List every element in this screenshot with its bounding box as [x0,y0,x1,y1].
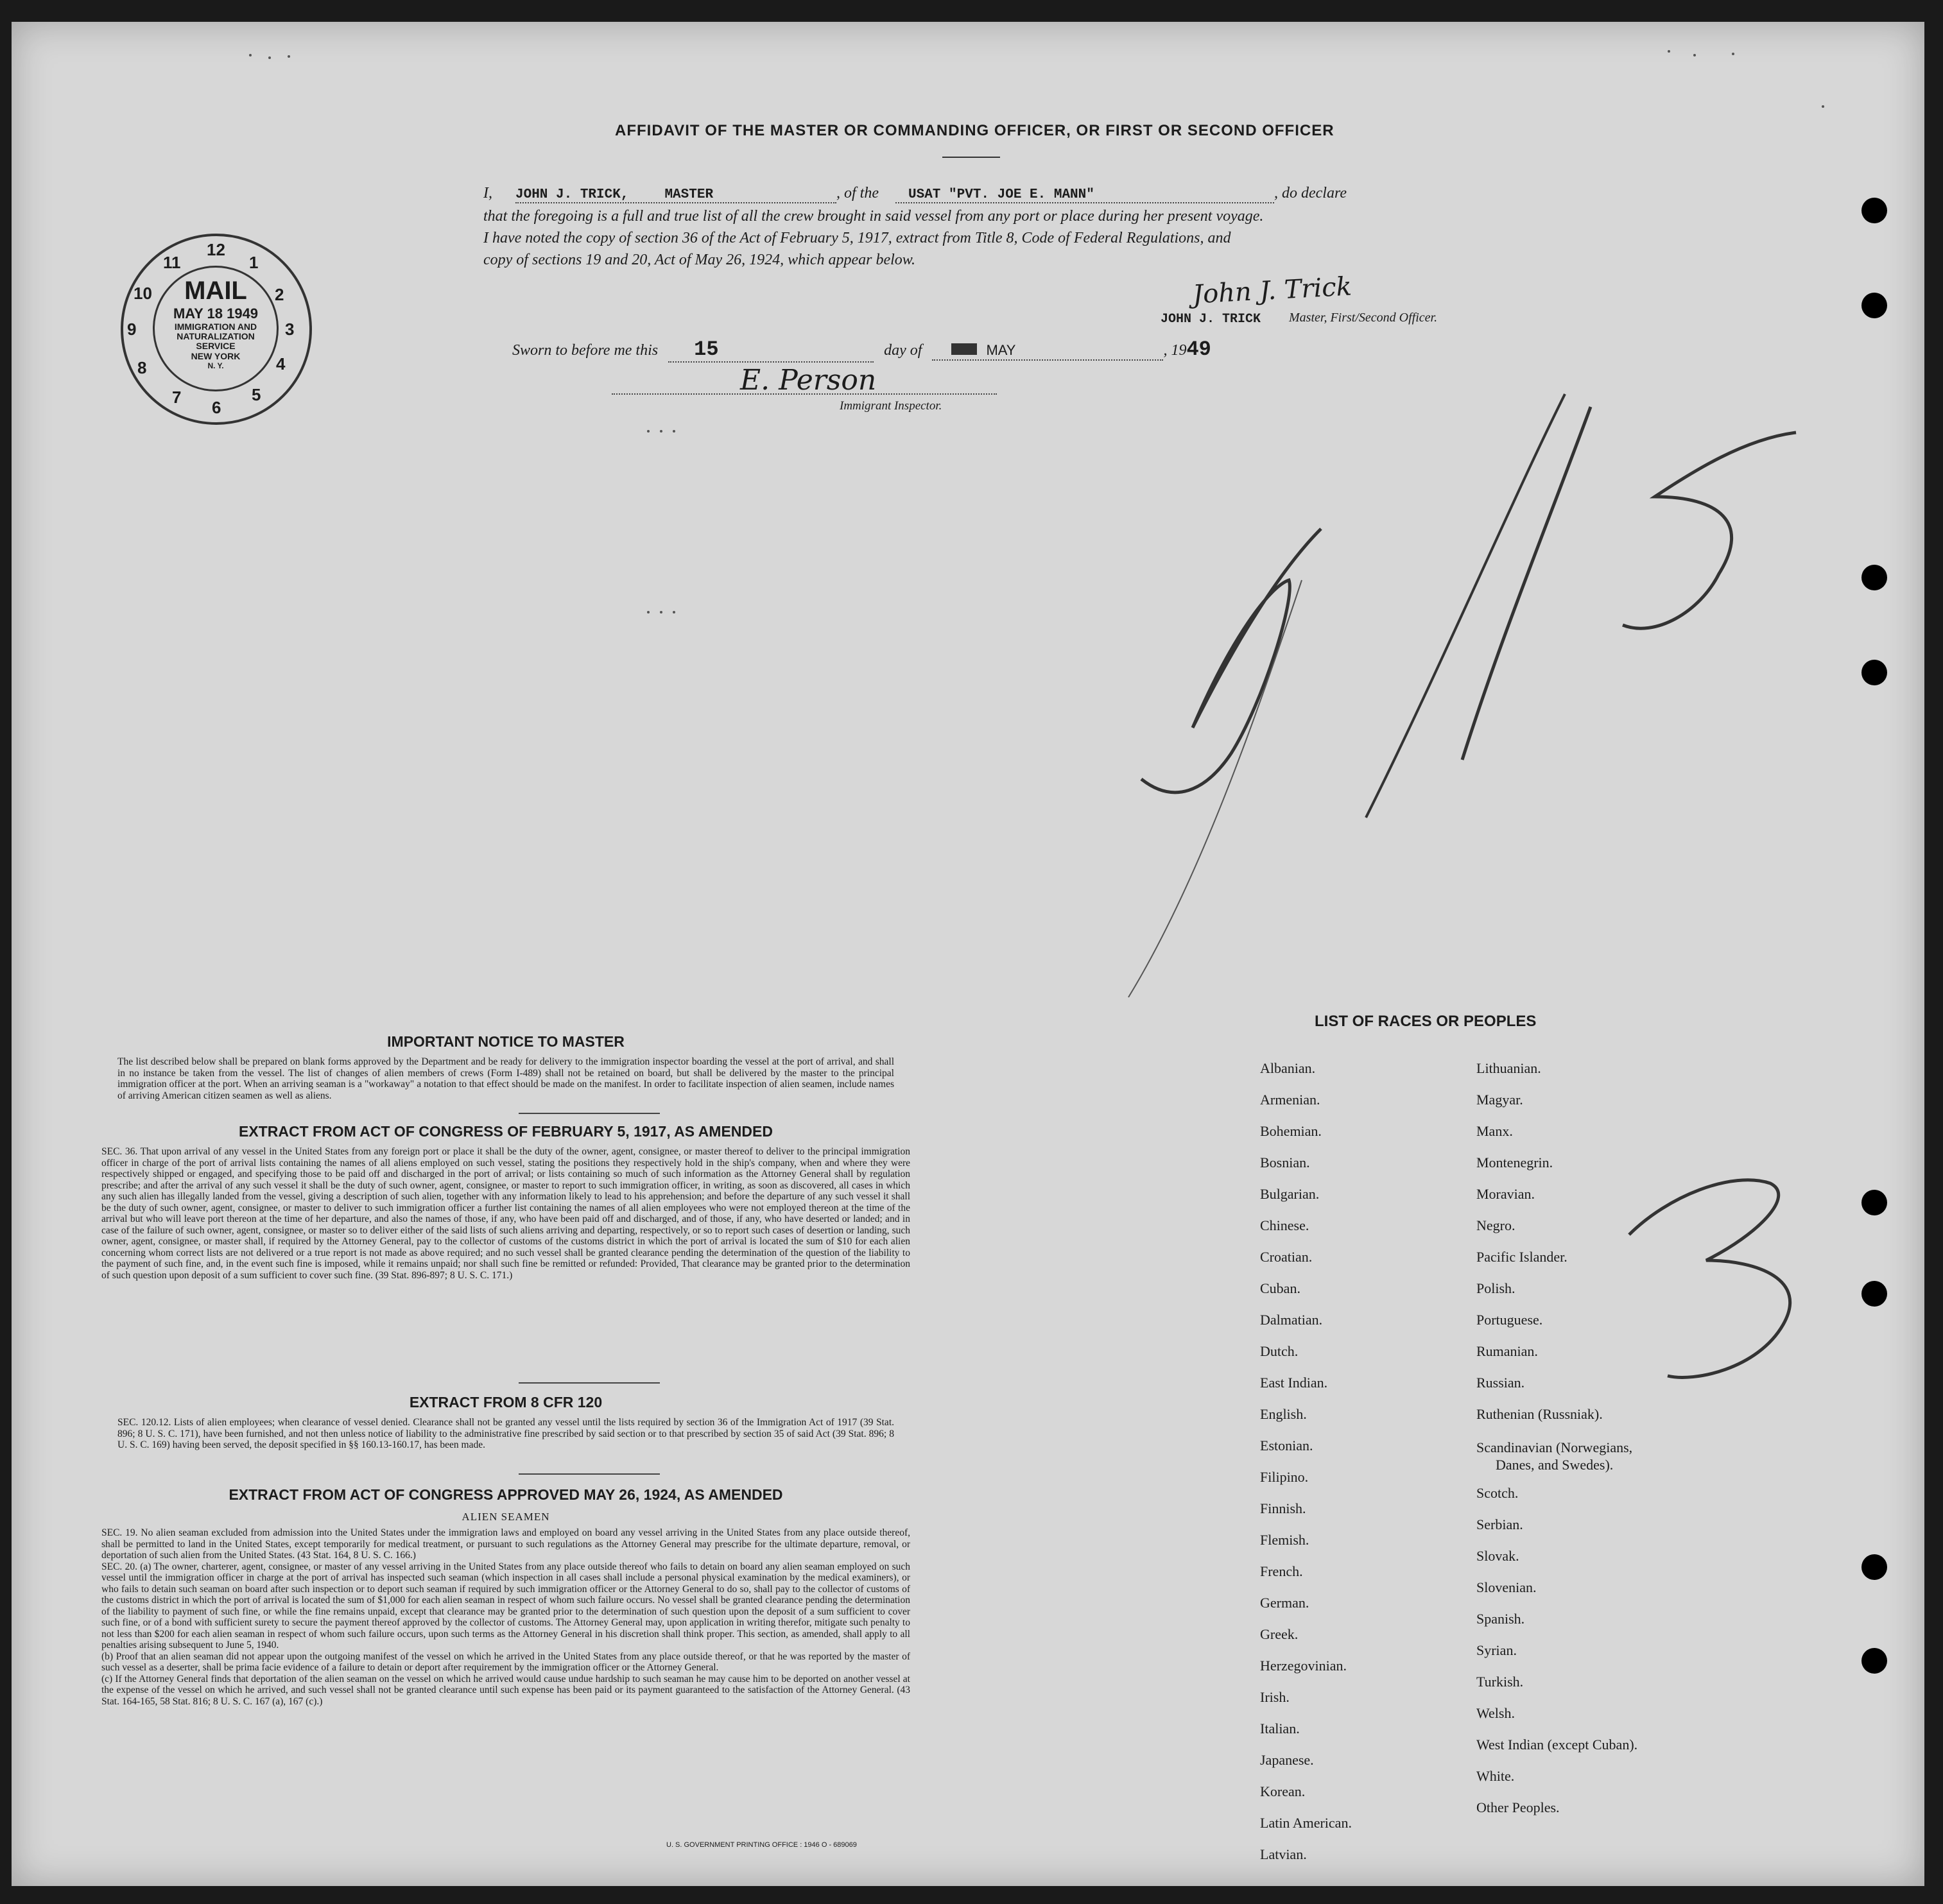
race-item: Rumanian. [1476,1343,1538,1359]
stamp-city: NEW YORK [191,351,241,361]
race-item: Croatian. [1260,1249,1313,1265]
race-item: Negro. [1476,1217,1516,1233]
race-item: Armenian. [1260,1092,1320,1108]
declaration-i: I, [483,185,492,202]
printer-line: U. S. GOVERNMENT PRINTING OFFICE : 1946 O - 689069 [666,1841,857,1849]
master-rank: MASTER [664,187,714,202]
notice-body: The list described below shall be prepared on blank forms approved by the Department and be ready for delivery to the immigration inspector boarding the vessel at the port of arrival, and shall in no instance be taken from the vessel. The list of changes of alien members of crews (Form I-489) shall not be retained on board, but shall be delivered by the master to the principal immigration officer at the port. When an arriving seaman is a "workaway" a notation to that effect should be made on the manifest. In order to facilitate inspection of alien seamen, include names of arriving American citizen seamen as well as aliens. [117,1056,894,1101]
punch-hole [1861,1190,1887,1215]
race-item: Chinese. [1260,1217,1309,1233]
separator-3 [519,1473,660,1475]
speck [288,55,290,58]
master-name-field [515,185,836,203]
master-name: JOHN J. TRICK, [515,187,629,202]
extract-1924-body [101,1527,910,1707]
race-item: Magyar. [1476,1092,1523,1108]
stamp-date: MAY 18 1949 [173,305,259,322]
separator-1 [519,1113,660,1114]
race-item: Moravian. [1476,1186,1535,1202]
stamp-state: N. Y. [207,361,224,370]
stamp-hour-10: 10 [134,284,152,303]
speck [1668,50,1670,53]
speck [1822,105,1824,108]
stamp-agency: IMMIGRATION AND NATURALIZATION SERVICE [174,322,257,351]
punch-hole [1861,293,1887,318]
race-item: German. [1260,1595,1309,1611]
race-item: Bosnian. [1260,1154,1310,1171]
stamp-hour-6: 6 [212,398,221,417]
affidavit-title: AFFIDAVIT OF THE MASTER OR COMMANDING OFFICER, OR FIRST OR SECOND OFFICER [615,122,1334,139]
sec-20c: (c) If the Attorney General finds that deportation of the alien seaman on the vessel on which he arrived would cause undue hardship to such seaman he may cause him to be deported on another vessel at the expense of the vessel on which he arrived, and such vessel shall not be granted clearance until such expense has been paid or its payment guaranteed to the satisfaction of the Attorney General. (43 Stat. 164-165, 58 Stat. 816; 8 U. S. C. 167 (a), 167 (c).) [101,1673,910,1707]
speck [660,430,662,433]
vessel-name: USAT "PVT. JOE E. MANN" [908,187,1094,202]
day-of-text: day of [884,342,922,359]
race-item: Cuban. [1260,1280,1300,1296]
vessel-name-field [895,185,1274,203]
punch-hole [1861,1281,1887,1307]
stamp-mail: MAIL [184,277,247,305]
title-underline [942,157,1000,158]
race-item: Danes, and Swedes). [1496,1457,1614,1473]
stamp-hour-5: 5 [252,385,261,404]
master-handwritten-signature: John J. Trick [1191,271,1352,310]
stamp-hour-12: 12 [207,240,225,259]
race-item: Turkish. [1476,1674,1524,1690]
sworn-month-field [932,342,1163,361]
declaration-line-3: I have noted the copy of section 36 of the Act of February 5, 1917, extract from Title 8, Code of Federal Regulations, and [483,230,1231,246]
race-item: Pacific Islander. [1476,1249,1567,1265]
race-item: Finnish. [1260,1500,1306,1516]
notice-heading: IMPORTANT NOTICE TO MASTER [387,1033,625,1050]
race-item: Flemish. [1260,1532,1309,1548]
race-item: Scandinavian (Norwegians, [1476,1439,1633,1455]
declaration-line-2: that the foregoing is a full and true list of all the crew brought in said vessel from any port or place during her present voyage. [483,208,1264,225]
race-item: Latin American. [1260,1815,1352,1831]
race-item: Montenegrin. [1476,1154,1553,1171]
stamp-center [153,266,279,391]
extract-1917-body: SEC. 36. That upon arrival of any vessel in the United States from any foreign port or place it shall be the duty of the owner, agent, consignee, or master thereof to deliver to the principal immigration officer in charge of the port of arrival lists containing the names of all aliens employed on such vessel, stating the positions they respectively hold in the ship's company, when and where they were respectively shipped or engaged, and specifying those to be paid off and discharged in the port of arrival; or lists containing so much of such information as the Attorney General shall by regulation prescribe; and after the arrival of any such vessel it shall be the duty of such owner, agent, consignee, or master to report to such immigration officer, in writing, as soon as discovered, all cases in which any such alien has illegally landed from the vessel, giving a description of such alien, together with any information likely to lead to his apprehension; and before the departure of any such vessel it shall be the duty of such owner, agent, consignee, or master to deliver to such immigration officer a further list containing the names of all alien employees who were not employed thereon at the time of the arrival but who will leave port thereon at the time of her departure, and also the names of those, if any, who have been paid off and discharged, and of those, if any, who have deserted or landed; and in case of the failure of such owner, agent, consignee, or master so to deliver either of the said lists of such aliens arriving and departing, respectively, or so to report such cases of desertion or landing, such owner, agent, consignee, or master shall, if required by the Attorney General, pay to the collector of customs of the customs district in which the port of arrival is located the sum of $10 for each alien concerning whom correct lists are not delivered or a true report is not made as above required; and no such vessel shall be granted clearance pending the determination of the question of the liability to the payment of such fine, and, in the event such fine is imposed, while it remains unpaid; nor shall such fine be remitted or refunded: Provided, That clearance may be granted prior to the determination of such question upon deposit of a sum sufficient to cover such fine. (39 Stat. 896-897; 8 U. S. C. 171.) [101,1146,910,1281]
speck [268,56,271,59]
handwritten-3-mark [1616,1158,1822,1402]
race-item: Spanish. [1476,1611,1525,1627]
race-item: Latvian. [1260,1846,1307,1862]
sworn-year: 49 [1186,338,1211,361]
speck [673,611,675,613]
do-declare-text: , do declare [1274,185,1347,202]
race-item: Scotch. [1476,1485,1519,1501]
of-the-text: , of the [836,185,879,202]
races-heading: LIST OF RACES OR PEOPLES [1315,1013,1537,1030]
separator-2 [519,1382,660,1384]
race-item: Other Peoples. [1476,1799,1560,1815]
race-item: Estonian. [1260,1437,1313,1454]
speck [647,430,650,433]
inspector-handwritten-signature: E. Person [740,364,877,397]
extract-1924-heading: EXTRACT FROM ACT OF CONGRESS APPROVED MAY 26, 1924, AS AMENDED [229,1486,783,1503]
speck [660,611,662,613]
punch-hole [1861,1648,1887,1674]
stamp-hour-2: 2 [275,285,284,304]
race-item: Ruthenian (Russniak). [1476,1406,1603,1422]
race-item: Serbian. [1476,1516,1523,1532]
handwritten-5-15-mark [1103,368,1809,1010]
sworn-day: 15 [694,338,719,361]
race-item: Dutch. [1260,1343,1299,1359]
race-item: Korean. [1260,1783,1306,1799]
race-item: Irish. [1260,1689,1290,1705]
sec-20a: SEC. 20. (a) The owner, charterer, agent, consignee, or master of any vessel arriving in the United States from any place outside thereof who fails to detain on board any alien seaman employed on such vessel until the immigration officer in charge at the port of arrival has inspected such seaman (which inspection in all cases shall include a personal physical examination by the medical examiners), or who fails to detain such seaman on board after such inspection or to deport such seaman if required by such immigration officer or the Attorney General to do so, shall pay to the collector of customs of the customs district in which the port of arrival is located the sum of $1,000 for each alien seaman in respect of whom such failure occurs. No vessel shall be granted clearance pending the determination of the liability to payment of such fine, or while the fine remains unpaid, except that clearance may be granted prior to the determination of such question upon the deposit of a sum sufficient to cover such fine, or of a bond with sufficient surety to secure the payment thereof approved by the collector of customs. The Attorney General may, upon application in writing therefor, mitigate such penalty to not less than $200 for each alien seaman in respect of whom such failure occurs, upon such terms as the Attorney General in his discretion shall think proper. This section, as amended, shall apply to all penalties arising subsequent to June 5, 1940. [101,1561,910,1651]
punch-hole [1861,565,1887,590]
redaction-mark [951,343,977,355]
race-item: White. [1476,1768,1515,1784]
document-page [12,22,1924,1886]
sworn-day-field [668,338,874,363]
race-item: Albanian. [1260,1060,1316,1076]
punch-hole [1861,660,1887,685]
declaration-line-4: copy of sections 19 and 20, Act of May 26, 1924, which appear below. [483,252,916,268]
race-item: Herzegovinian. [1260,1658,1347,1674]
race-item: Dalmatian. [1260,1312,1323,1328]
race-item: Bohemian. [1260,1123,1322,1139]
handwritten-3-text [1680,1241,1681,1242]
race-item: East Indian. [1260,1375,1328,1391]
handwritten-5-right [1623,433,1796,628]
races-left-column [1260,1060,1352,1878]
race-item: Italian. [1260,1720,1300,1737]
inspector-label: Immigrant Inspector. [840,399,942,413]
handwritten-1 [1462,407,1591,760]
extract-1917-heading: EXTRACT FROM ACT OF CONGRESS OF FEBRUARY 5, 1917, AS AMENDED [239,1123,773,1140]
year-prefix: , 19 [1163,342,1187,359]
alien-seamen-subheading: ALIEN SEAMEN [462,1511,550,1523]
race-item: Slovenian. [1476,1579,1537,1595]
sworn-month: MAY [986,342,1016,358]
master-role: Master, First/Second Officer. [1289,311,1438,325]
punch-hole [1861,198,1887,223]
handwritten-5-left [1141,529,1321,793]
race-item: Russian. [1476,1375,1525,1391]
immigration-mail-stamp [121,234,312,425]
race-item: Lithuanian. [1476,1060,1541,1076]
stamp-hour-7: 7 [172,388,182,407]
stamp-hour-4: 4 [276,354,286,373]
sec-20b: (b) Proof that an alien seaman did not appear upon the outgoing manifest of the vessel on which he arrived in the United States from any place outside thereof, or that he was reported by the master of such vessel as a deserter, shall be prima facie evidence of a failure to detain or deport after requirement by the immigration officer or the Attorney General. [101,1651,910,1673]
stamp-hour-8: 8 [137,358,147,377]
stamp-hour-3: 3 [285,320,295,339]
cfr-body: SEC. 120.12. Lists of alien employees; when clearance of vessel denied. Clearance shall not be granted any vessel until the lists required by section 36 of the Immigration Act of 1917 (39 Stat. 896; 8 U. S. C. 171), have been furnished, and not then unless notice of liability to the administrative fine prescribed by said section or to that prescribed by section 35 of said Act (39 Stat. 896; 8 U. S. C. 169) having been served, the deposit specified in §§ 160.13-160.17, has been made. [117,1417,894,1450]
sec-19: SEC. 19. No alien seaman excluded from admission into the United States under the immigration laws and employed on board any vessel arriving in the United States from any place outside thereof, shall be permitted to land in the United States, except temporarily for medical treatment, or pursuant to such regulations as the Attorney General may prescribe for the ultimate departure, removal, or deportation of such alien from the United States. (43 Stat. 164, 8 U. S. C. 166.) [101,1527,910,1561]
cfr-heading: EXTRACT FROM 8 CFR 120 [409,1394,603,1411]
race-item: English. [1260,1406,1307,1422]
race-item: Syrian. [1476,1642,1517,1658]
speck [647,611,650,613]
speck [1693,54,1696,56]
master-typed-name: JOHN J. TRICK [1161,312,1261,327]
race-item: Japanese. [1260,1752,1314,1768]
stamp-hour-11: 11 [163,253,181,272]
stamp-hour-1: 1 [249,253,259,272]
inspector-signature-line [612,364,997,397]
sworn-line [512,338,1211,363]
race-item: Portuguese. [1476,1312,1543,1328]
race-item: Welsh. [1476,1705,1515,1721]
race-item: Manx. [1476,1123,1513,1139]
speck [673,430,675,433]
stamp-hour-9: 9 [127,320,137,339]
race-item: Polish. [1476,1280,1516,1296]
speck [249,54,252,56]
punch-hole [1861,1554,1887,1580]
race-item: Bulgarian. [1260,1186,1320,1202]
race-item: Filipino. [1260,1469,1309,1485]
race-item: French. [1260,1563,1303,1579]
sworn-text: Sworn to before me this [512,342,659,359]
declaration-line-1 [483,185,1347,203]
races-right-column [1476,1060,1637,1831]
speck [1732,53,1734,55]
race-item: West Indian (except Cuban). [1476,1737,1638,1753]
race-item: Greek. [1260,1626,1299,1642]
race-item: Slovak. [1476,1548,1519,1564]
